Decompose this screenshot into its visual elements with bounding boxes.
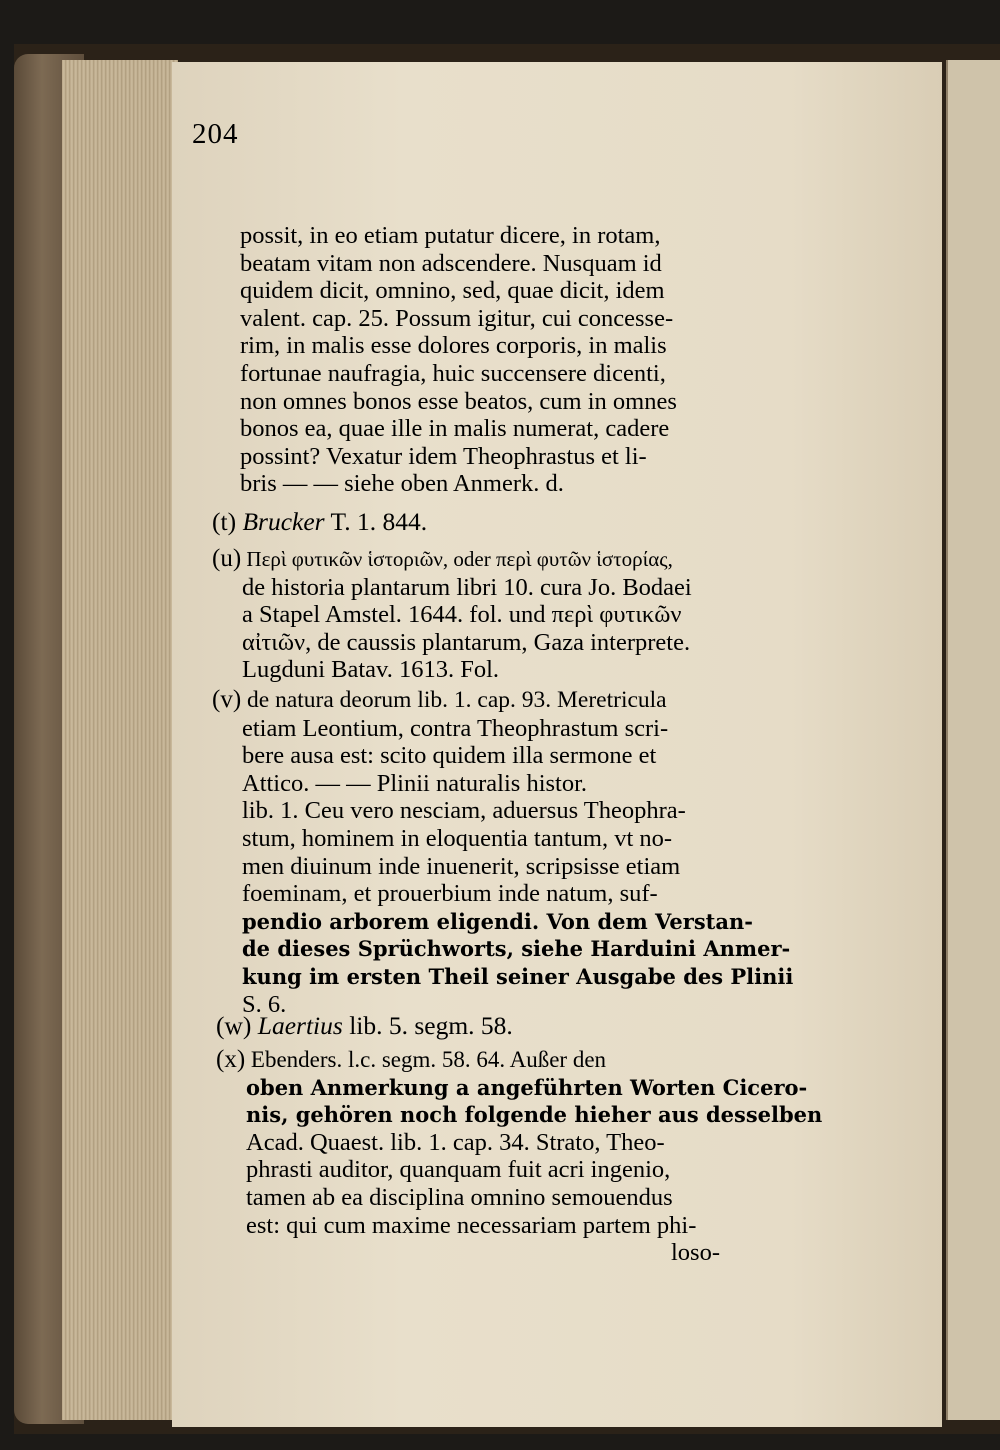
note-line: de dieses Sprüchworts, siehe Harduini Anmer- <box>242 936 791 962</box>
note-line: S. 6. <box>242 990 287 1018</box>
footnote-x <box>216 1046 823 1267</box>
note-line: αἰτιῶν, de caussis plantarum, Gaza interprete. <box>242 628 691 656</box>
note-line: tamen ab ea disciplina omnino semouendus <box>246 1183 673 1211</box>
text-line: beatam vitam non adscendere. Nusquam id <box>240 249 662 277</box>
note-reference: lib. 5. segm. 58. <box>349 1011 513 1040</box>
note-line: pendio arborem eligendi. Von dem Verstan- <box>242 908 753 934</box>
note-first-line <box>216 1046 716 1074</box>
note-author: Laertius <box>257 1011 343 1040</box>
note-line: kung im ersten Theil seiner Ausgabe des Plinii <box>242 963 794 989</box>
note-line: Lugduni Batav. 1613. Fol. <box>242 656 500 684</box>
footnote-t <box>212 508 712 536</box>
note-line: est: qui cum maxime necessariam partem phi- <box>246 1211 697 1239</box>
facing-page-edge <box>946 60 1000 1420</box>
text-line: possint? Vexatur idem Theophrastus et li- <box>240 442 647 470</box>
note-line: Acad. Quaest. lib. 1. cap. 34. Strato, Theo- <box>246 1128 665 1156</box>
note-line: Attico. — — Plinii naturalis histor. <box>242 769 588 797</box>
note-label: (w) <box>216 1011 252 1040</box>
note-line: oben Anmerkung a angeführten Worten Cicero- <box>246 1074 808 1100</box>
text-line: bris — — siehe oben Anmerk. d. <box>240 470 564 498</box>
text-line: quidem dicit, omnino, sed, quae dicit, idem <box>240 277 665 305</box>
text-line: bonos ea, quae ille in malis numerat, cadere <box>240 415 670 443</box>
note-author: Brucker <box>242 507 325 536</box>
note-text: Περὶ φυτικῶν ἱστοριῶν, oder περὶ φυτῶν ἱστορίας, <box>246 547 673 571</box>
note-line: etiam Leontium, contra Theophrastum scri- <box>242 714 669 742</box>
note-line: a Stapel Amstel. 1644. fol. und περὶ φυτικῶν <box>242 601 682 629</box>
page-number: 204 <box>192 118 239 150</box>
note-line: men diuinum inde inuenerit, scripsisse etiam <box>242 852 681 880</box>
note-label: (v) <box>212 686 242 713</box>
note-line: lib. 1. Ceu vero nesciam, aduersus Theophra- <box>242 797 686 825</box>
text-line: rim, in malis esse dolores corporis, in malis <box>240 332 667 360</box>
note-text: Ebenders. l.c. segm. 58. 64. Außer den <box>250 1047 607 1072</box>
text-line: fortunae naufragia, huic succensere dicenti, <box>240 359 666 387</box>
footnote-v <box>212 686 794 1018</box>
note-line: de historia plantarum libri 10. cura Jo. Bodaei <box>242 573 692 601</box>
text-line: non omnes bonos esse beatos, cum in omnes <box>240 387 677 415</box>
page-edges <box>62 60 178 1420</box>
text-line: valent. cap. 25. Possum igitur, cui concesse- <box>240 304 674 332</box>
note-label: (x) <box>216 1046 246 1073</box>
footnote-u <box>212 545 712 684</box>
catchword: loso- <box>671 1239 720 1267</box>
note-label: (u) <box>212 545 242 572</box>
note-line: phrasti auditor, quanquam fuit acri ingenio, <box>246 1156 671 1184</box>
note-line: stum, hominem in eloquentia tantum, vt no- <box>242 824 673 852</box>
main-paragraph <box>240 222 710 498</box>
note-line: nis, gehören noch folgende hieher aus desselben <box>246 1102 823 1128</box>
footnote-w <box>216 1012 716 1040</box>
text-line: possit, in eo etiam putatur dicere, in rotam, <box>240 222 661 249</box>
note-line: foeminam, et prouerbium inde natum, suf- <box>242 880 658 908</box>
note-line: bere ausa est: scito quidem illa sermone et <box>242 742 657 770</box>
note-first-line <box>212 545 712 574</box>
note-first-line <box>212 686 712 715</box>
note-text: de natura deorum lib. 1. cap. 93. Meretricula <box>247 687 667 713</box>
note-reference: T. 1. 844. <box>330 507 428 536</box>
note-label: (t) <box>212 507 237 536</box>
